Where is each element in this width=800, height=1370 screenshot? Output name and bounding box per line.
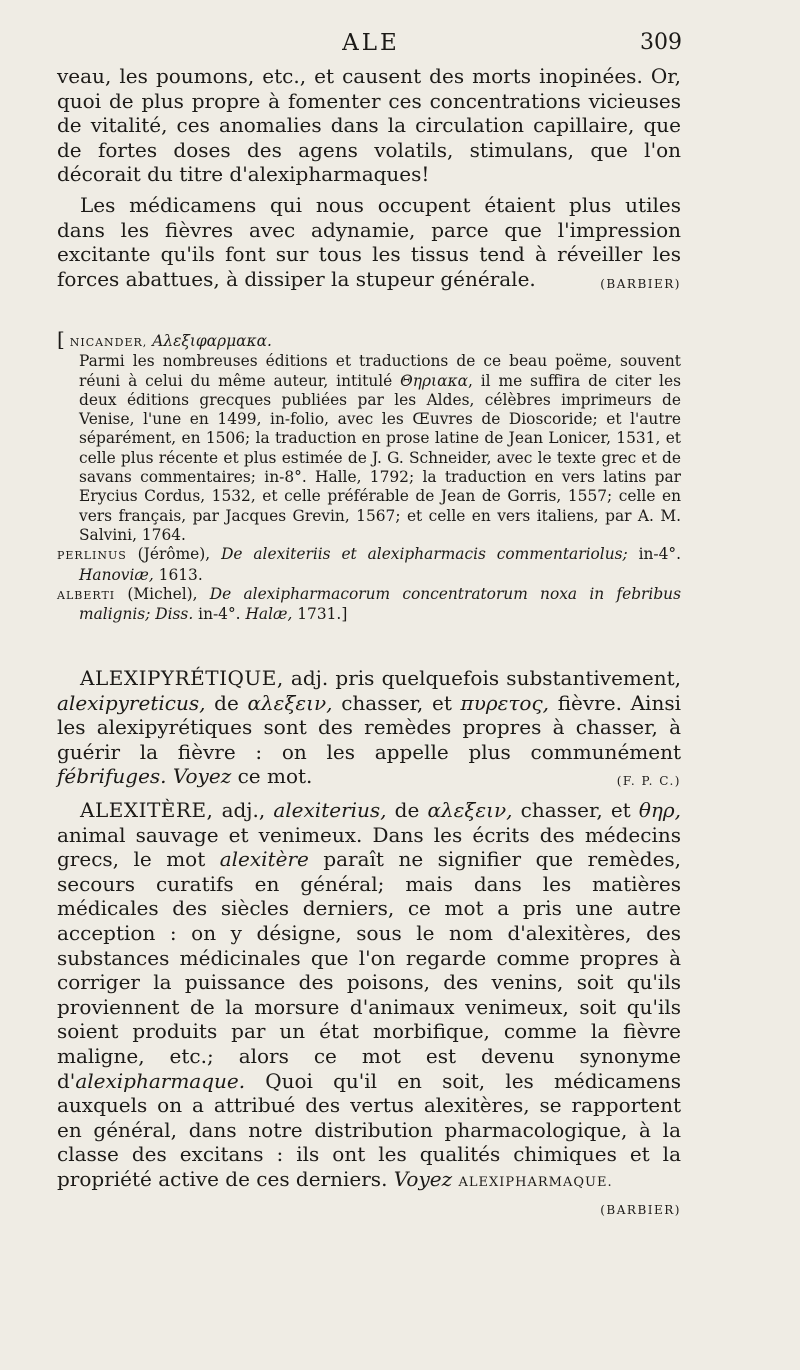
bib-given-name: (Jérôme),	[137, 545, 211, 564]
running-title: ALE	[342, 30, 400, 56]
entry-segment: Quoi qu'il en soit, les médicamens auxquels on a attribué des vertus alexitères, se rapportent en général, dans notre distribution pharmacologique, à la classe des excitans : ils ont les qualités chimiques et la propriété active de ces derniers.	[57, 1068, 682, 1191]
bib-perlinus	[57, 545, 681, 585]
continuation-section	[57, 64, 681, 296]
entry-text	[57, 666, 681, 789]
bib-author: ALBERTI	[57, 588, 116, 602]
latin-term: alexipyreticus,	[57, 690, 206, 715]
adynamie-paragraph	[57, 193, 681, 291]
adynamie-text: Les médicamens qui nous occupent étaient plus utiles dans les fièvres avec adynamie, parce que l'impression excitante qu'ils font sur tous les tissus tend à réveiller les forces abattues, à dissiper la stupeur générale.	[57, 192, 681, 291]
author-signature: (BARBIER)	[600, 1202, 681, 1217]
bib-title: De alexiteriis et alexipharmacis commentariolus;	[221, 545, 628, 564]
entry-segment: paraît ne signifier que remèdes, secours curatifs en général; mais dans les matières médicales des siècles derniers, ce mot a pris une autre acception : on y désigne, sous le nom d'alexitères, des substances médicinales que l'on regarde comme propres à corriger la puissance des poisons, des venins, soit qu'ils proviennent de la morsure d'animaux venimeux, soit qu'ils soient produits par un état morbifique, comme la fièvre maligne, etc.; alors ce mot est devenu synonyme d'	[57, 847, 682, 1093]
entry-text	[57, 798, 681, 1196]
cross-reference: fébrifuges.	[57, 764, 167, 789]
open-bracket: [	[57, 327, 65, 351]
greek-term: αλεξειν,	[247, 690, 333, 715]
bib-author: NICANDER,	[69, 336, 148, 349]
bib-text: Parmi les nombreuses éditions et traductions de ce beau poëme, souvent réuni à celui du même auteur, intitulé	[79, 352, 681, 390]
bib-year: 1613.	[158, 565, 203, 584]
entry-segment: de	[214, 690, 239, 715]
entry-segment: chasser, et	[520, 798, 631, 822]
cross-reference: ALEXIPHARMAQUE.	[458, 1174, 613, 1190]
entry-alexitere	[57, 798, 681, 1222]
bib-greek-title: Αλεξιφαρμακα.	[152, 332, 272, 350]
italic-term: alexitère	[219, 847, 309, 872]
bibliography	[57, 327, 681, 624]
bib-format: in-4°.	[198, 605, 241, 624]
entry-segment: fièvre. Ainsi les alexipyrétiques sont des remèdes propres à chasser, à guérir la fièvre : on les appelle plus communément	[57, 690, 681, 764]
bib-year: 1731.]	[297, 605, 348, 624]
bib-place: Halæ,	[245, 605, 293, 624]
entry-segment: adj.,	[221, 798, 266, 822]
entry-segment: ce mot.	[237, 764, 313, 789]
running-head	[60, 30, 682, 64]
entry-headword: ALEXIPYRÉTIQUE,	[80, 666, 284, 690]
author-signature: (BARBIER)	[600, 276, 681, 291]
page-number: 309	[640, 30, 682, 55]
latin-term: alexiterius,	[273, 798, 387, 822]
bib-nicander	[57, 327, 681, 545]
author-signature: (F. P. C.)	[616, 774, 681, 789]
bib-text-2: , il me suffira de citer les deux éditions grecques publiées par les Aldes, célèbres imprimeurs de Venise, l'une en 1499, in-folio, avec les Œuvres de Dioscoride; et l'autre séparément, en 1506; la traduction en prose latine de Jean Lonicer, 1531, et celle plus récente et plus estimée de J. G. Schneider, avec le texte grec et de savans commentaires; in-8°. Halle, 1792; la traduction en vers latins par Erycius Cordus, 1532, et celle préférable de Jean de Gorris, 1557; celle en vers français, par Jacques Grevin, 1567; et celle en vers italiens, par A. M. Salvini, 1764.	[79, 371, 681, 544]
bib-alberti	[57, 585, 681, 625]
entry-headword: ALEXITÈRE,	[80, 798, 214, 822]
greek-term: πυρετος,	[460, 690, 550, 715]
bib-given-name: (Michel),	[127, 584, 198, 603]
entry-segment: adj. pris quelquefois substantivement,	[290, 666, 681, 690]
voyez-label: Voyez	[393, 1166, 453, 1191]
bib-greek-title-2: Θηριακα	[400, 371, 468, 390]
bib-format: in-4°.	[638, 545, 681, 564]
bib-title: De alexipharmacorum concentratorum noxa in febribus malignis; Diss.	[79, 584, 681, 624]
greek-term: αλεξειν,	[427, 798, 513, 822]
greek-term: θηρ,	[638, 798, 682, 822]
bib-author: PERLINUS	[57, 549, 127, 563]
entry-segment: animal sauvage et venimeux. Dans les écrits des médecins grecs, le mot	[57, 822, 681, 872]
entry-segment: chasser, et	[341, 690, 452, 715]
voyez-label: Voyez	[172, 764, 232, 789]
entry-alexipyretique	[57, 666, 681, 794]
continuation-paragraph: veau, les poumons, etc., et causent des morts inopinées. Or, quoi de plus propre à fomenter ces concentrations vicieuses de vitalité, ces anomalies dans la circulation capillaire, que de fortes doses des agens volatils, stimulans, que l'on décorait du titre d'alexipharmaques!	[57, 64, 681, 187]
italic-term: alexipharmaque.	[75, 1068, 246, 1093]
bib-place: Hanoviæ,	[79, 565, 154, 584]
entry-segment: de	[394, 798, 420, 822]
